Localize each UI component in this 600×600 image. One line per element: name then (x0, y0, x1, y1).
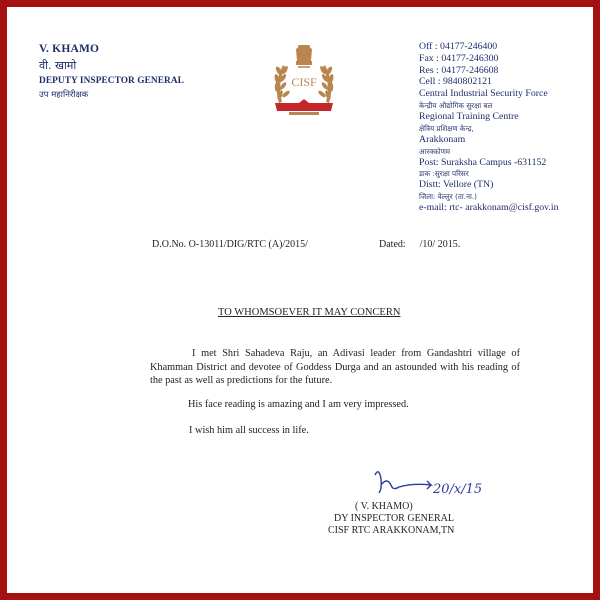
paragraph-1-text: I met Shri Sahadeva Raju, an Adivasi leader from Gandashtri village of Khamman District and devotee of Goddess Durga and an astounded with his reading of the past as well as predictions for the future. (150, 348, 520, 386)
signature-date: 20/x/15 (433, 482, 483, 497)
city: Arakkonam (419, 133, 466, 145)
body-paragraph-2: His face reading is amazing and I am very impressed. (188, 399, 409, 410)
handwritten-signature (373, 465, 483, 505)
date-line (379, 239, 460, 250)
contact-block (419, 41, 559, 214)
postal-address-hindi: डाक :सुरक्षा परिसर (419, 169, 469, 179)
sender-block (39, 43, 184, 100)
letter-page (7, 7, 593, 593)
sender-designation: DEPUTY INSPECTOR GENERAL (39, 76, 184, 86)
signatory-name: ( V. KHAMO) (355, 501, 413, 512)
email-address: e-mail: rtc- arakkonam@cisf.gov.in (419, 202, 559, 214)
organization-name-hindi: केन्द्रीय औद्योगिक सुरक्षा बल (419, 100, 493, 110)
office-phone: Off : 04177-246400 (419, 41, 498, 52)
district-hindi: जिला: वेल्लुर (ता.ना.) (419, 192, 477, 202)
signatory-office: CISF RTC ARAKKONAM,TN (328, 525, 455, 536)
unit-name-hindi: क्षेत्रिय प्रशिक्षण केन्द्र, (419, 123, 474, 133)
emblem-label: CISF (291, 75, 317, 89)
district: Distt: Vellore (TN) (419, 179, 494, 191)
fax-number: Fax : 04177-246300 (419, 52, 499, 64)
cell-number: Cell : 9840802121 (419, 76, 492, 88)
body-paragraph-3: I wish him all success in life. (189, 425, 309, 436)
sender-designation-hindi: उप महानिरीक्षक (39, 90, 89, 100)
organization-name: Central Industrial Security Force (419, 88, 548, 100)
residence-phone: Res : 04177-246608 (419, 64, 499, 76)
reference-number: D.O.No. O-13011/DIG/RTC (A)/2015/ (152, 239, 308, 250)
dated-label: Dated: (379, 239, 406, 250)
postal-address: Post: Suraksha Campus -631152 (419, 156, 547, 168)
signatory-designation: DY INSPECTOR GENERAL (334, 513, 455, 524)
dated-value: /10/ 2015. (419, 239, 461, 250)
letter-subject: TO WHOMSOEVER IT MAY CONCERN (218, 307, 401, 318)
body-paragraph-1 (150, 347, 520, 388)
sender-name: V. KHAMO (39, 43, 100, 55)
unit-name: Regional Training Centre (419, 110, 519, 122)
city-hindi: आरक्कोणम (419, 146, 451, 156)
sender-name-hindi: वी. खामो (39, 59, 77, 72)
cisf-emblem-icon (269, 41, 339, 119)
